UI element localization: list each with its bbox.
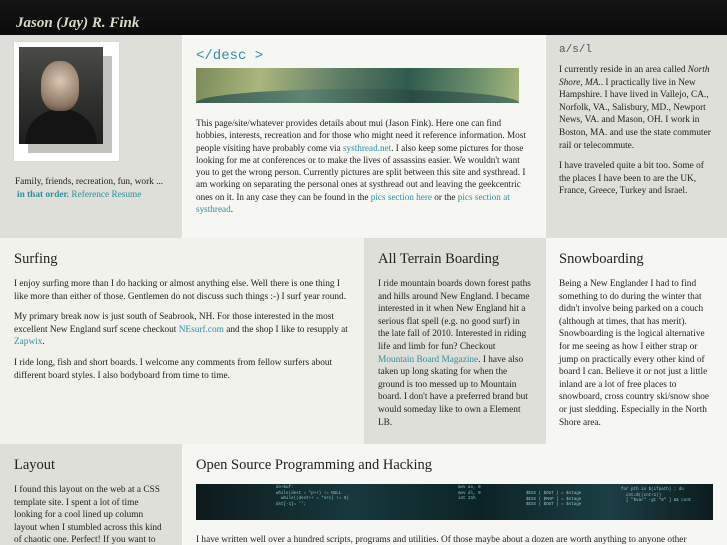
desc-text-3: or the	[432, 191, 458, 202]
snowboarding-heading: Snowboarding	[559, 251, 644, 267]
link-reference[interactable]: Reference	[71, 189, 110, 200]
code-decoration-4: for pth in $(ifpath) ; do cnt=$((cnt+1)) [ "$var" -gt "0" ] && cont	[621, 488, 692, 503]
asl-text-1b: . I practically live in New Hampshire. I have lived in Vallejo, CA., Norfolk, VA., Salisbury, MD., Newport News, VA. and Mason, OH. I work in Boston, MA. and use the state commuter rail or telecommute.	[559, 77, 711, 151]
surfing-text-3: I ride long, fish and short boards. I welcome any comments from fellow surfers about different board styles. I also bodyboard from time to time.	[14, 357, 333, 381]
surfing-text-2	[14, 311, 350, 349]
atb-text-1: I ride mountain boards down forest paths and hills around New England. I became interested in it when New England hit a serious flat spell (e.g. no good surf) in the late fall of 2010. Interested in riding life and limb for fun? Checkout	[378, 279, 531, 352]
asl-text-1	[559, 64, 714, 152]
desc-text-4: .	[230, 204, 233, 215]
oss-section	[182, 444, 727, 545]
atb-text	[378, 278, 532, 429]
profile-photo	[19, 47, 103, 144]
asl-heading: a/s/l	[559, 44, 593, 56]
profile-photo-frame	[14, 42, 119, 161]
surf-wave-banner	[196, 68, 519, 103]
snowboarding-text: Being a New Englander I had to find something to do during the winter that didn't involve being parked on a couch (although at times, that has merit). Snowboarding is the logical alternative for me seeing as how I either strap or jump on practically every other kind of board I can. Believe it or not just a little inland are a lot of free places to snowboard, cross country ski/snow shoe or just sledding. Especially in the North Shore area.	[559, 279, 710, 428]
atb-heading: All Terrain Boarding	[378, 251, 500, 267]
snowboarding-section	[546, 238, 727, 444]
desc-heading: </desc >	[196, 48, 264, 64]
asl-text-2: I have traveled quite a bit too. Some of the places I have been to are the UK, France, Greece, Turkey and Israel.	[559, 161, 704, 197]
surfing-text-2b: and the shop I like to resupply at	[223, 324, 348, 335]
link-resume[interactable]: Resume	[111, 189, 142, 200]
surfing-text-2a: My primary break now is just south of Seabrook, NH. For those interested in the most excellent New England surf scene checkout	[14, 312, 334, 335]
atb-section	[364, 238, 546, 444]
photo-face	[41, 61, 79, 111]
site-title: Jason (Jay) R. Fink	[16, 15, 140, 31]
site-header	[0, 0, 727, 35]
link-nesurf[interactable]: NEsurf.com	[178, 324, 224, 335]
surfing-section	[0, 238, 364, 444]
surfing-heading: Surfing	[14, 251, 58, 267]
desc-text-2: . I also keep some pictures for those looking for me at conferences or to make the lives of assassins easier. We wouldn't want you to get the wrong person. Currently pictures are split between this site and systhread. I am working on separating the personal ones at systhread out and leaving the geekcentric ones on it. In any case they can be found in the	[196, 142, 526, 202]
layout-section	[0, 444, 182, 545]
wave-shape	[196, 89, 519, 103]
code-decoration-2: mov ax, 0 mov dl, 0 int 21h	[458, 486, 481, 501]
asl-column	[546, 35, 727, 238]
code-decoration-3: $ESX ( $OUT ) = $stage $ESX ( $MAP ) = $stage $ESX ( $OUT ) = $stage	[526, 492, 582, 507]
link-in-that-order[interactable]: in that order.	[17, 189, 70, 200]
profile-column	[0, 35, 182, 238]
desc-column	[182, 35, 546, 238]
surfing-text-2c: .	[42, 337, 45, 348]
layout-heading: Layout	[14, 457, 56, 473]
link-pics-here[interactable]: pics section here	[370, 191, 432, 202]
link-zapwix[interactable]: Zapwix	[14, 337, 43, 348]
oss-heading: Open Source Programming and Hacking	[196, 457, 432, 473]
link-systhread[interactable]: systhread.net	[342, 142, 392, 153]
profile-text	[15, 176, 175, 201]
desc-text	[196, 117, 532, 215]
desc-text-1: This page/site/whatever provides details about mui (Jason Fink). Here one can find hobbies, interests, recreation and for those who might need it reference information. Most people visiting have probably come via	[196, 118, 526, 153]
asl-text-1a: I currently reside in an area called	[559, 65, 688, 75]
code-circuit-banner	[196, 484, 713, 520]
surfing-text-1: I enjoy surfing more than I do hacking or almost anything else. Well there is one thing I like more than either of those. Gentlemen do not discuss such things :-) I surf year round.	[14, 279, 347, 302]
link-mountain-board-magazine[interactable]: Mountain Board Magazine	[378, 354, 479, 365]
profile-tagline: Family, friends, recreation, fun, work ...	[15, 177, 164, 187]
oss-text: I have written well over a hundred scripts, programs and utilities. Of those maybe about a dozen are worth anything to anyone other	[196, 535, 687, 545]
profile-links	[15, 189, 175, 202]
atb-text-2: . I have also taken up long skating for when the ground is too messed up to Mountain board. I don't have a preferred brand but would someday like to own a Element LB.	[378, 354, 528, 428]
code-decoration-1: do+buf: while(dest = *p++) != NULL while((dest++ = *src) != 0) dst[-1]= '';	[276, 486, 349, 507]
photo-shirt	[25, 109, 97, 144]
asl-north-shore: North Shore, MA.	[559, 65, 710, 88]
link-pics-systhread[interactable]: pics section at systhread	[196, 191, 510, 215]
layout-text: I found this layout on the web at a CSS template site. I spent a lot of time looking for a cool lined up column layout when I stumbled across this kind of chaotic one. Perfect! If you want to	[14, 485, 162, 545]
